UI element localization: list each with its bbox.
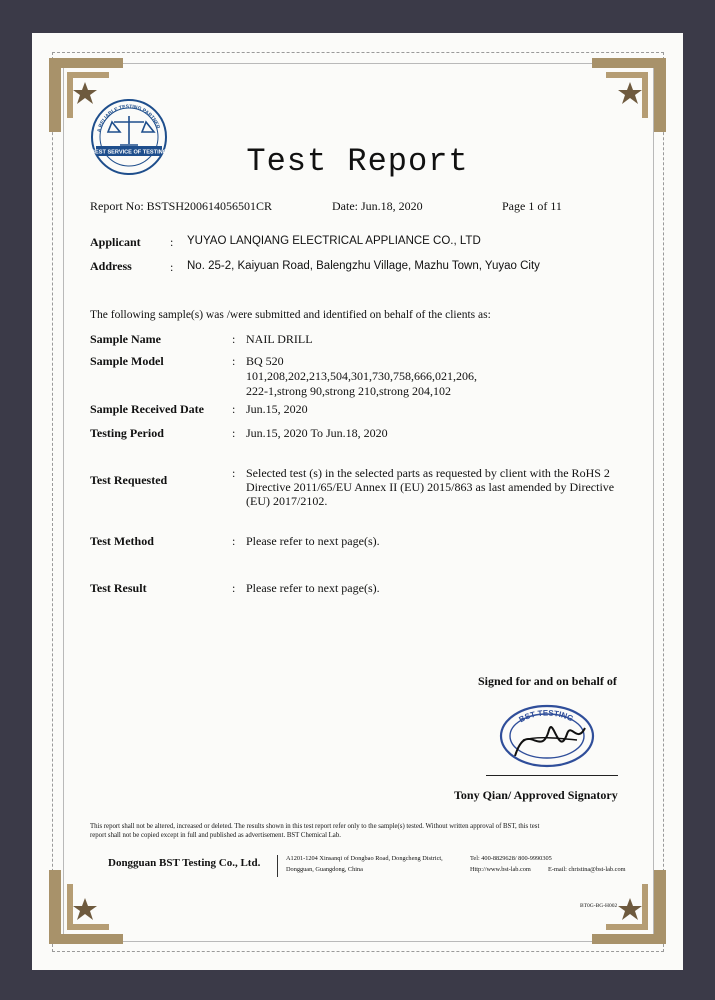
star-icon	[618, 82, 642, 104]
colon: :	[232, 354, 236, 368]
report-number: Report No: BSTSH200614056501CR	[90, 199, 273, 213]
footer-address-line-1: A1201-1204 Xinsanqi of Dongbao Road, Dongcheng District,	[286, 855, 443, 862]
test-requested-label: Test Requested	[90, 473, 168, 487]
star-icon	[618, 898, 642, 920]
test-result-value: Please refer to next page(s).	[246, 581, 380, 595]
colon: :	[232, 534, 236, 548]
signature-heading: Signed for and on behalf of	[478, 674, 617, 688]
received-date-value: Jun.15, 2020	[246, 402, 308, 416]
scales-icon	[108, 116, 154, 145]
corner-ornament-top-right	[592, 58, 666, 132]
colon: :	[170, 235, 174, 249]
signature-line	[486, 775, 618, 776]
test-method-value: Please refer to next page(s).	[246, 534, 380, 548]
footer-divider	[277, 855, 278, 877]
testing-period-value: Jun.15, 2020 To Jun.18, 2020	[246, 426, 388, 440]
colon: :	[232, 402, 236, 416]
signature-scribble	[515, 727, 585, 756]
svg-text:BST TESTING: BST TESTING	[517, 708, 575, 725]
test-result-label: Test Result	[90, 581, 147, 595]
report-date: Date: Jun.18, 2020	[332, 199, 423, 213]
test-method-label: Test Method	[90, 534, 154, 548]
colon: :	[232, 332, 236, 346]
svg-text:A RELIABLE TESTING PARTNER: A RELIABLE TESTING PARTNER	[96, 103, 161, 133]
applicant-value: YUYAO LANQIANG ELECTRICAL APPLIANCE CO., LTD	[187, 235, 481, 247]
page-title: Test Report	[246, 143, 469, 180]
footer-company-name: Dongguan BST Testing Co., Ltd.	[108, 857, 261, 869]
received-date-label: Sample Received Date	[90, 402, 204, 416]
sample-model-label: Sample Model	[90, 354, 164, 368]
sample-model-line-1: BQ 520	[246, 354, 284, 368]
colon: :	[232, 581, 236, 595]
testing-period-label: Testing Period	[90, 426, 164, 440]
svg-text:BEST SERVICE OF TESTING: BEST SERVICE OF TESTING	[90, 149, 168, 156]
address-label: Address	[90, 259, 132, 273]
applicant-label: Applicant	[90, 235, 141, 249]
test-requested-value: Selected test (s) in the selected parts as requested by client with the RoHS 2 Directive 2011/65/EU Annex II (EU) 2015/863 as last amended by Directive (EU) 2017/2102.	[246, 466, 615, 508]
star-icon	[73, 898, 97, 920]
disclaimer-line-1: This report shall not be altered, increased or deleted. The results shown in this test report refer only to the sample(s) tested. Without written approval of BST, this test	[90, 823, 540, 830]
corner-ornament-bottom-left	[49, 870, 123, 944]
colon: :	[232, 426, 236, 440]
footer-address-line-2: Dongguan, Guangdong, China	[286, 866, 363, 873]
sample-model-line-3: 222-1,strong 90,strong 210,strong 204,102	[246, 384, 451, 398]
company-stamp	[497, 700, 597, 780]
disclaimer-line-2: report shall not be copied except in full and published as advertisement. BST Chemical Lab.	[90, 832, 341, 839]
colon: :	[170, 260, 174, 274]
sample-name-label: Sample Name	[90, 332, 161, 346]
footer-email[interactable]: E-mail: christina@bst-lab.com	[548, 866, 626, 873]
sample-model-line-2: 101,208,202,213,504,301,730,758,666,021,206,	[246, 369, 477, 383]
page-number: Page 1 of 11	[502, 199, 562, 213]
sample-name-value: NAIL DRILL	[246, 332, 313, 346]
form-code: BT0G-BG-H002	[580, 903, 618, 909]
intro-text: The following sample(s) was /were submitted and identified on behalf of the clients as:	[90, 309, 491, 321]
signatory-name: Tony Qian/ Approved Signatory	[454, 788, 618, 802]
footer-website[interactable]: Http://www.bst-lab.com	[470, 866, 531, 873]
colon: :	[232, 466, 236, 480]
footer-telephone: Tel: 400-8829628/ 800-9990305	[470, 855, 552, 862]
address-value: No. 25-2, Kaiyuan Road, Balengzhu Village, Mazhu Town, Yuyao City	[187, 260, 540, 272]
